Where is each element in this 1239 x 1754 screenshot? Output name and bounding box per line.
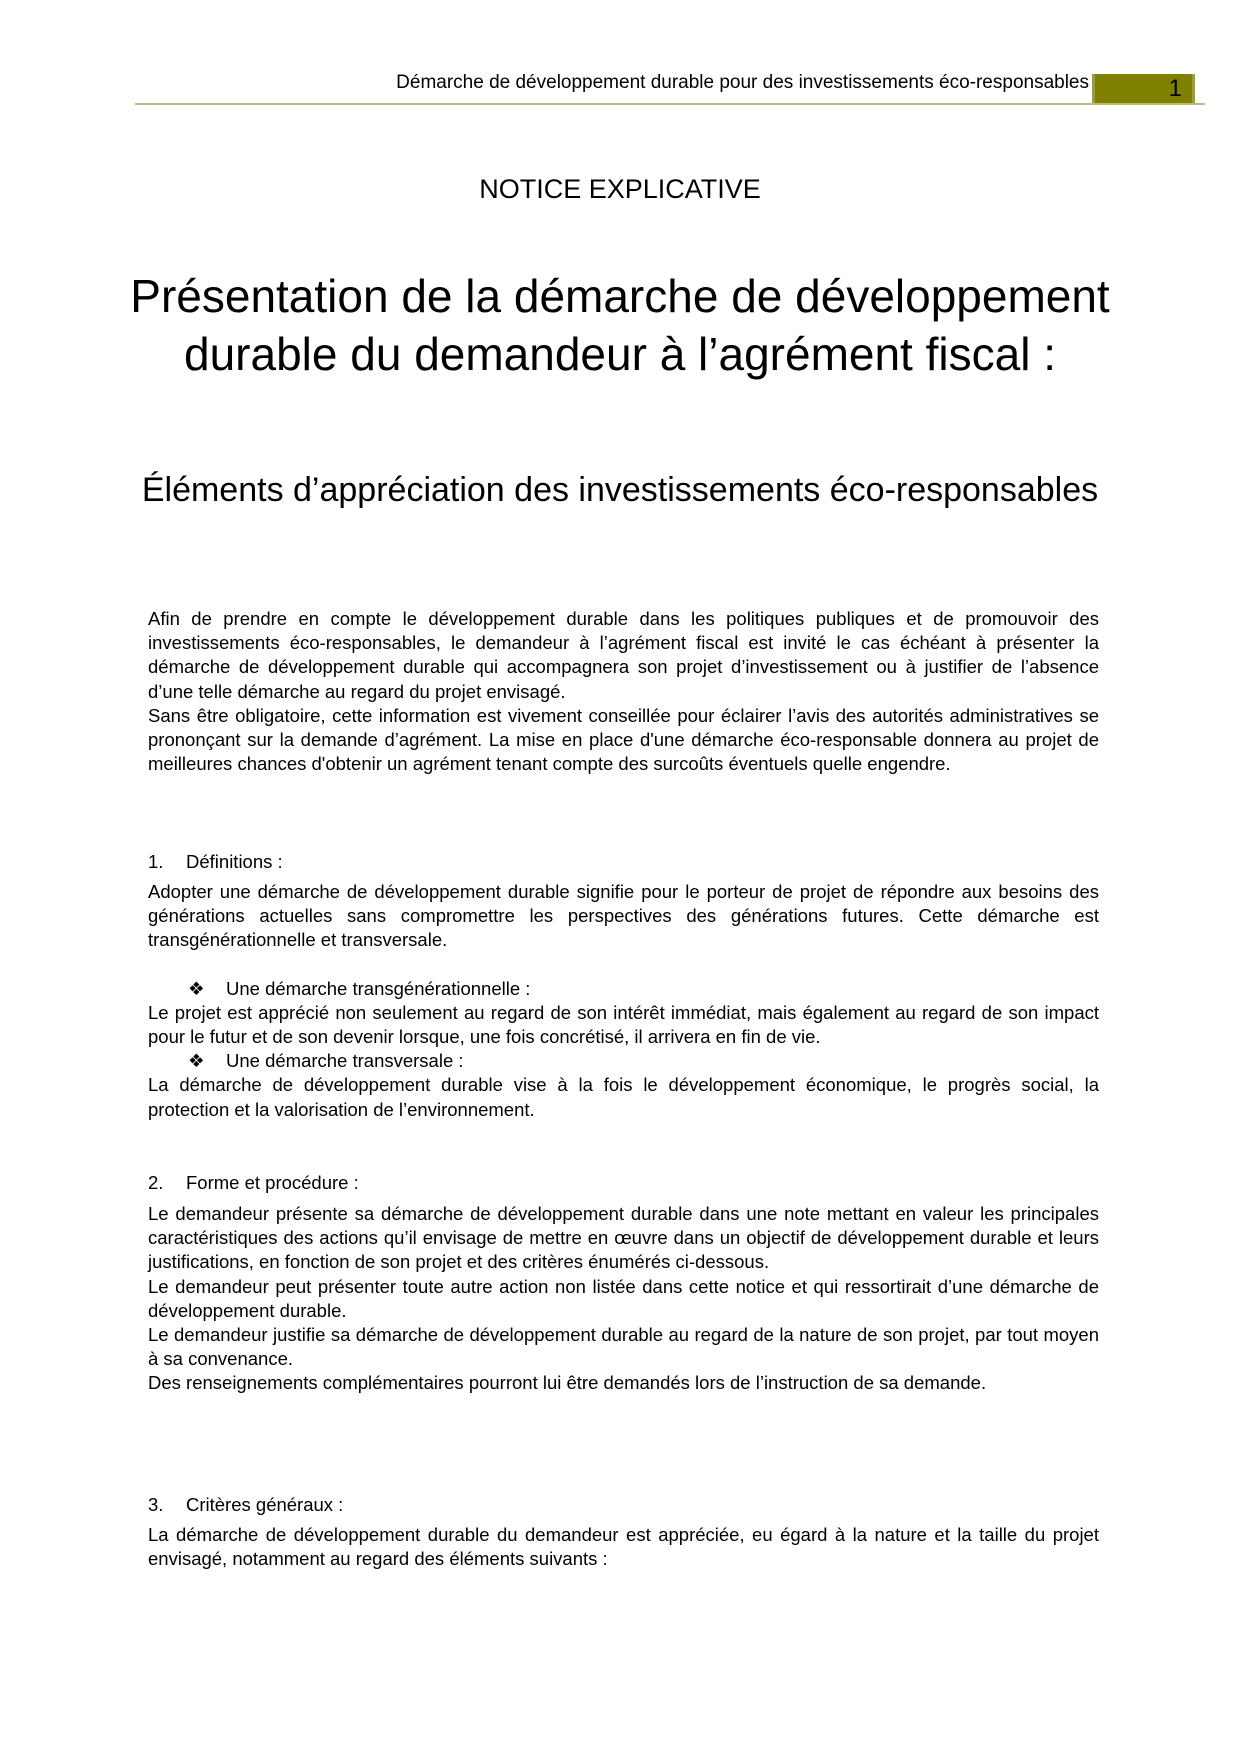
page-number-box: 1 — [1092, 74, 1195, 103]
running-header-title: Démarche de développement durable pour des investissements éco-responsables — [396, 72, 1089, 93]
section-number: 3. — [148, 1494, 164, 1515]
paragraph: Le demandeur présente sa démarche de développement durable dans une note mettant en valeur les principales caractéristiques des actions qu’il envisage de mettre en œuvre dans un objectif de développement durable et leurs justifications, en fonction de son projet et des critères énumérés ci-dessous. — [148, 1203, 1099, 1273]
section-heading-forme — [148, 1171, 359, 1195]
section-body-forme — [148, 1202, 1099, 1396]
section-number: 2. — [148, 1172, 164, 1193]
bullet-label: Une démarche transgénérationnelle : — [226, 977, 531, 999]
section-heading-criteres — [148, 1493, 343, 1517]
diamond-bullet-icon: ❖ — [188, 1050, 205, 1072]
section-title: Critères généraux : — [186, 1494, 344, 1515]
section-body-definitions — [148, 880, 1099, 1122]
paragraph: La démarche de développement durable vise à la fois le développement économique, le progrès social, la protection et la valorisation de l’environnement. — [148, 1074, 1099, 1120]
section-number: 1. — [148, 851, 164, 872]
paragraph: Le projet est apprécié non seulement au regard de son intérêt immédiat, mais également au regard de son impact pour le futur et de son devenir lorsque, une fois concrétisé, il arrivera en fin de vie. — [148, 1001, 1099, 1048]
intro-paragraph: Afin de prendre en compte le développement durable dans les politiques publiques et de promouvoir des investissements éco-responsables, le demandeur à l’agrément fiscal est invité le cas échéant à présenter la démarche de développement durable qui accompagnera son projet d’investissement ou à justifier de l’absence d’une telle démarche au regard du projet envisagé. — [148, 608, 1099, 702]
bullet-item — [148, 977, 1099, 1001]
paragraph: Le demandeur peut présenter toute autre action non listée dans cette notice et qui ressortirait d’une démarche de développement durable. — [148, 1275, 1099, 1321]
section-title: Définitions : — [186, 851, 283, 872]
document-title: Présentation de la démarche de développement durable du demandeur à l’agrément fiscal : — [130, 270, 1110, 380]
intro-paragraph: Sans être obligatoire, cette information est vivement conseillée pour éclairer l’avis des autorités administratives se prononçant sur la demande d’agrément. La mise en place d'une démarche éco-responsable donnera au projet de meilleures chances d'obtenir un agrément tenant compte des surcoûts éventuels quelle engendre. — [148, 704, 1099, 775]
paragraph: La démarche de développement durable du demandeur est appréciée, eu égard à la nature et la taille du projet envisagé, notamment au regard des éléments suivants : — [148, 1524, 1099, 1570]
paragraph: Des renseignements complémentaires pourront lui être demandés lors de l’instruction de sa demande. — [148, 1372, 987, 1394]
paragraph: Le demandeur justifie sa démarche de développement durable au regard de la nature de son projet, par tout moyen à sa convenance. — [148, 1324, 1099, 1370]
paragraph: Adopter une démarche de développement durable signifie pour le porteur de projet de répondre aux besoins des générations actuelles sans compromettre les perspectives des générations futures. Cette démarche est transgénérationnelle et transversale. — [148, 881, 1099, 951]
document-subtitle: Éléments d’appréciation des investissements éco-responsables — [141, 471, 1099, 509]
section-body-criteres — [148, 1523, 1099, 1571]
intro-paragraphs — [148, 607, 1099, 776]
bullet-item — [148, 1049, 1099, 1073]
diamond-bullet-icon: ❖ — [188, 977, 205, 999]
notice-label: NOTICE EXPLICATIVE — [479, 174, 761, 204]
section-title: Forme et procédure : — [186, 1172, 359, 1193]
section-heading-definitions — [148, 850, 283, 874]
header-divider — [135, 103, 1205, 105]
bullet-label: Une démarche transversale : — [226, 1050, 464, 1072]
